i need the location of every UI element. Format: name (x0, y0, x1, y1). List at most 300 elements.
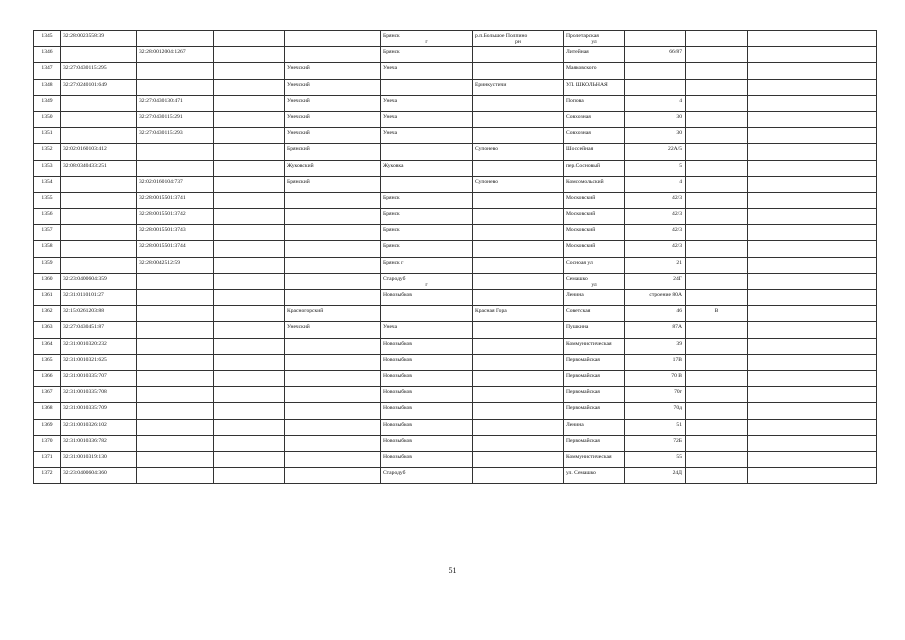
city-cell (381, 176, 473, 192)
city-cell (381, 79, 473, 95)
row-number-cell: 1358 (34, 241, 61, 257)
settlement-cell (473, 47, 564, 63)
row-number-cell: 1360 (34, 273, 61, 289)
table-row (34, 31, 877, 47)
cadastral-number-cell: 32:02:0160103:412 (61, 144, 137, 160)
extra-cell (748, 419, 877, 435)
cadastral-number-alt-cell: 32:02:0160104:737 (137, 176, 214, 192)
street-cell: Московский (564, 192, 625, 208)
cadastral-number-alt-cell (137, 273, 214, 289)
cadastral-number-cell (61, 95, 137, 111)
empty-cell (214, 160, 285, 176)
cadastral-number-cell: 32:31:0010319:130 (61, 451, 137, 467)
empty-cell (214, 468, 285, 484)
house-cell: 70 В (625, 370, 686, 386)
table-row (34, 468, 877, 484)
street-cell: Ленина (564, 419, 625, 435)
district-cell (285, 257, 381, 273)
extra-cell (748, 451, 877, 467)
extra-cell (748, 144, 877, 160)
settlement-cell (473, 111, 564, 127)
row-number-cell: 1349 (34, 95, 61, 111)
cadastral-number-alt-cell (137, 79, 214, 95)
extra-cell (748, 176, 877, 192)
city-cell: Брянск (381, 209, 473, 225)
house-cell: 72Б (625, 435, 686, 451)
table-row (34, 403, 877, 419)
district-cell: Брянский (285, 176, 381, 192)
table-row (34, 419, 877, 435)
cadastral-number-cell: 32:31:0010335:708 (61, 387, 137, 403)
city-cell: Унеча (381, 128, 473, 144)
table-row (34, 111, 877, 127)
street-cell: Первомайская (564, 354, 625, 370)
street-cell: Пролетарская ул (564, 31, 625, 47)
settlement-cell (473, 192, 564, 208)
letter-cell (686, 338, 748, 354)
extra-cell (748, 31, 877, 47)
empty-cell (214, 354, 285, 370)
empty-cell (214, 273, 285, 289)
extra-cell (748, 387, 877, 403)
city-cell: Новозыбков (381, 290, 473, 306)
cadastral-number-cell (61, 241, 137, 257)
street-cell: Первомайская (564, 387, 625, 403)
house-cell: 42/3 (625, 209, 686, 225)
street-cell: Советская (564, 306, 625, 322)
city-cell: Новозыбков (381, 354, 473, 370)
cadastral-number-alt-cell (137, 435, 214, 451)
district-cell: Унечский (285, 111, 381, 127)
cadastral-number-alt-cell (137, 306, 214, 322)
letter-cell (686, 451, 748, 467)
empty-cell (214, 144, 285, 160)
house-cell: 66/87 (625, 47, 686, 63)
house-cell: 30 (625, 128, 686, 144)
table-row (34, 160, 877, 176)
table-body (34, 31, 877, 484)
extra-cell (748, 225, 877, 241)
cadastral-number-alt-cell (137, 387, 214, 403)
letter-cell (686, 387, 748, 403)
cadastral-number-alt-cell (137, 322, 214, 338)
settlement-cell (473, 468, 564, 484)
city-cell: Стародуб (381, 468, 473, 484)
letter-cell (686, 144, 748, 160)
empty-cell (214, 387, 285, 403)
row-number-cell: 1369 (34, 419, 61, 435)
street-cell: Пушкина (564, 322, 625, 338)
cadastral-number-cell (61, 209, 137, 225)
settlement-cell (473, 451, 564, 467)
cadastral-number-cell: 32:23:0400604:359 (61, 273, 137, 289)
cadastral-number-alt-cell (137, 419, 214, 435)
letter-cell (686, 176, 748, 192)
cadastral-number-alt-cell (137, 451, 214, 467)
row-number-cell: 1350 (34, 111, 61, 127)
letter-cell (686, 273, 748, 289)
city-cell: Брянск (381, 241, 473, 257)
district-cell (285, 387, 381, 403)
row-number-cell: 1362 (34, 306, 61, 322)
empty-cell (214, 209, 285, 225)
cadastral-number-alt-cell (137, 160, 214, 176)
house-cell: 21 (625, 257, 686, 273)
extra-cell (748, 160, 877, 176)
district-cell (285, 31, 381, 47)
street-cell: Ленина (564, 290, 625, 306)
city-cell: Новозыбков (381, 370, 473, 386)
district-cell (285, 354, 381, 370)
table-row (34, 192, 877, 208)
street-cell: Литейная (564, 47, 625, 63)
table-row (34, 338, 877, 354)
settlement-cell (473, 338, 564, 354)
city-cell: Унеча (381, 95, 473, 111)
empty-cell (214, 63, 285, 79)
city-cell: Новозыбков (381, 419, 473, 435)
city-cell: Брянск г (381, 257, 473, 273)
district-cell (285, 209, 381, 225)
table-row (34, 241, 877, 257)
empty-cell (214, 451, 285, 467)
cadastral-number-cell: 32:31:0010335:707 (61, 370, 137, 386)
cadastral-number-cell: 32:28:0023558:39 (61, 31, 137, 47)
settlement-cell: Супонево (473, 144, 564, 160)
cadastral-number-cell: 32:27:0430451:87 (61, 322, 137, 338)
house-cell: строение 80А (625, 290, 686, 306)
city-cell: Брянск (381, 192, 473, 208)
row-number-cell: 1347 (34, 63, 61, 79)
table-row (34, 370, 877, 386)
row-number-cell: 1354 (34, 176, 61, 192)
street-cell: пер.Сосновый (564, 160, 625, 176)
street-cell: Коммунистическая (564, 451, 625, 467)
district-cell (285, 419, 381, 435)
house-cell: 51 (625, 419, 686, 435)
street-cell: Сосноая ул (564, 257, 625, 273)
district-cell: Унечский (285, 63, 381, 79)
city-cell (381, 144, 473, 160)
table-row (34, 290, 877, 306)
street-cell: Московский (564, 209, 625, 225)
letter-cell (686, 31, 748, 47)
district-cell (285, 468, 381, 484)
letter-cell (686, 241, 748, 257)
district-cell (285, 403, 381, 419)
extra-cell (748, 370, 877, 386)
city-cell: Новозыбков (381, 403, 473, 419)
extra-cell (748, 128, 877, 144)
letter-cell: В (686, 306, 748, 322)
city-cell (381, 306, 473, 322)
table-row (34, 209, 877, 225)
house-cell: 42/3 (625, 241, 686, 257)
letter-cell (686, 209, 748, 225)
letter-cell (686, 468, 748, 484)
settlement-cell (473, 209, 564, 225)
settlement-cell (473, 435, 564, 451)
table-row (34, 63, 877, 79)
district-cell: Жуковский (285, 160, 381, 176)
settlement-cell (473, 370, 564, 386)
extra-cell (748, 338, 877, 354)
table-row (34, 451, 877, 467)
street-cell: Совхозная (564, 128, 625, 144)
table-row (34, 273, 877, 289)
district-cell: Унечский (285, 128, 381, 144)
cadastral-number-alt-cell: 32:28:0012004:1267 (137, 47, 214, 63)
house-cell: 30 (625, 111, 686, 127)
table-row (34, 79, 877, 95)
house-cell: 17В (625, 354, 686, 370)
cadastral-number-alt-cell: 32:27:0430130:471 (137, 95, 214, 111)
district-cell (285, 225, 381, 241)
house-cell: 46 (625, 306, 686, 322)
empty-cell (214, 47, 285, 63)
row-number-cell: 1365 (34, 354, 61, 370)
city-cell: Брянск (381, 225, 473, 241)
house-cell: 70д (625, 403, 686, 419)
street-cell: Совхозная (564, 111, 625, 127)
district-cell (285, 451, 381, 467)
empty-cell (214, 31, 285, 47)
letter-cell (686, 95, 748, 111)
cadastral-number-alt-cell: 32:28:0015501:3743 (137, 225, 214, 241)
cadastral-number-alt-cell (137, 63, 214, 79)
street-cell: Первомайская (564, 370, 625, 386)
house-cell (625, 63, 686, 79)
house-cell: 24Г (625, 273, 686, 289)
city-cell: Брянск (381, 47, 473, 63)
row-number-cell: 1372 (34, 468, 61, 484)
house-cell: 70г (625, 387, 686, 403)
settlement-cell (473, 387, 564, 403)
cadastral-number-cell: 32:15:0261203:88 (61, 306, 137, 322)
district-cell (285, 192, 381, 208)
street-cell: Комсомольский (564, 176, 625, 192)
extra-cell (748, 241, 877, 257)
table-row (34, 435, 877, 451)
extra-cell (748, 322, 877, 338)
row-number-cell: 1356 (34, 209, 61, 225)
house-cell: 39 (625, 338, 686, 354)
empty-cell (214, 322, 285, 338)
house-cell: 55 (625, 451, 686, 467)
extra-cell (748, 257, 877, 273)
row-number-cell: 1363 (34, 322, 61, 338)
house-cell: 42/3 (625, 192, 686, 208)
letter-cell (686, 403, 748, 419)
cadastral-number-cell (61, 225, 137, 241)
district-cell: Унечский (285, 322, 381, 338)
cadastral-number-alt-cell (137, 370, 214, 386)
letter-cell (686, 225, 748, 241)
district-cell (285, 273, 381, 289)
cadastral-number-cell (61, 257, 137, 273)
district-cell: Брянский (285, 144, 381, 160)
letter-cell (686, 79, 748, 95)
table-row (34, 306, 877, 322)
empty-cell (214, 257, 285, 273)
empty-cell (214, 128, 285, 144)
cadastral-number-cell (61, 192, 137, 208)
extra-cell (748, 111, 877, 127)
cadastral-number-cell: 32:31:0110101:27 (61, 290, 137, 306)
cadastral-number-cell: 32:31:0010320:232 (61, 338, 137, 354)
cadastral-number-alt-cell: 32:28:0015501:3741 (137, 192, 214, 208)
settlement-cell: р.п.Большое Полпино рн (473, 31, 564, 47)
empty-cell (214, 419, 285, 435)
street-cell: Семашко ул (564, 273, 625, 289)
cadastral-number-alt-cell: 32:28:0042512:59 (137, 257, 214, 273)
cadastral-number-alt-cell (137, 31, 214, 47)
extra-cell (748, 354, 877, 370)
letter-cell (686, 160, 748, 176)
cadastral-number-alt-cell: 32:27:0430115:291 (137, 111, 214, 127)
street-cell: Коммунистическая (564, 338, 625, 354)
table-row (34, 95, 877, 111)
letter-cell (686, 322, 748, 338)
table-row (34, 257, 877, 273)
row-number-cell: 1364 (34, 338, 61, 354)
street-cell: Московский (564, 241, 625, 257)
extra-cell (748, 468, 877, 484)
letter-cell (686, 419, 748, 435)
cadastral-number-cell: 32:31:0010336:782 (61, 435, 137, 451)
street-cell: Попова (564, 95, 625, 111)
extra-cell (748, 47, 877, 63)
house-cell: 24Д (625, 468, 686, 484)
cadastral-number-alt-cell (137, 468, 214, 484)
house-cell: 4 (625, 176, 686, 192)
cadastral-number-alt-cell (137, 338, 214, 354)
extra-cell (748, 306, 877, 322)
row-number-cell: 1351 (34, 128, 61, 144)
city-cell: Новозыбков (381, 451, 473, 467)
letter-cell (686, 257, 748, 273)
row-number-cell: 1361 (34, 290, 61, 306)
letter-cell (686, 47, 748, 63)
house-cell (625, 79, 686, 95)
settlement-cell (473, 95, 564, 111)
cadastral-number-cell (61, 47, 137, 63)
row-number-cell: 1357 (34, 225, 61, 241)
cadastral-number-cell: 32:27:0430115:295 (61, 63, 137, 79)
district-cell: Красногорский (285, 306, 381, 322)
extra-cell (748, 95, 877, 111)
city-cell: Брянск г (381, 31, 473, 47)
empty-cell (214, 225, 285, 241)
row-number-cell: 1353 (34, 160, 61, 176)
district-cell (285, 290, 381, 306)
settlement-cell (473, 419, 564, 435)
city-cell: Стародуб г (381, 273, 473, 289)
district-cell (285, 435, 381, 451)
row-number-cell: 1345 (34, 31, 61, 47)
settlement-cell (473, 354, 564, 370)
settlement-cell (473, 403, 564, 419)
empty-cell (214, 290, 285, 306)
extra-cell (748, 192, 877, 208)
district-cell: Унечский (285, 95, 381, 111)
cadastral-number-cell (61, 128, 137, 144)
table-row (34, 387, 877, 403)
cadastral-number-cell: 32:08:0340433:251 (61, 160, 137, 176)
city-cell: Унеча (381, 63, 473, 79)
street-cell: ул. Семашко (564, 468, 625, 484)
extra-cell (748, 273, 877, 289)
house-cell: 4 (625, 95, 686, 111)
district-cell (285, 47, 381, 63)
cadastral-number-cell (61, 111, 137, 127)
table-row (34, 144, 877, 160)
cadastral-number-alt-cell: 32:27:0430115:293 (137, 128, 214, 144)
empty-cell (214, 111, 285, 127)
empty-cell (214, 306, 285, 322)
empty-cell (214, 403, 285, 419)
table-row (34, 47, 877, 63)
district-cell (285, 338, 381, 354)
page-number: 51 (448, 566, 457, 575)
letter-cell (686, 63, 748, 79)
row-number-cell: 1368 (34, 403, 61, 419)
empty-cell (214, 338, 285, 354)
city-cell: Новозыбков (381, 435, 473, 451)
empty-cell (214, 241, 285, 257)
city-cell: Новозыбков (381, 387, 473, 403)
cadastral-number-alt-cell: 32:28:0015501:3742 (137, 209, 214, 225)
house-cell: 5 (625, 160, 686, 176)
property-register-table (33, 30, 877, 484)
settlement-cell (473, 241, 564, 257)
cadastral-number-alt-cell (137, 403, 214, 419)
letter-cell (686, 290, 748, 306)
empty-cell (214, 79, 285, 95)
table-row (34, 225, 877, 241)
house-cell: 42/3 (625, 225, 686, 241)
table-row (34, 176, 877, 192)
street-cell: Шоссейная (564, 144, 625, 160)
row-number-cell: 1367 (34, 387, 61, 403)
empty-cell (214, 176, 285, 192)
street-cell: Первомайская (564, 435, 625, 451)
extra-cell (748, 403, 877, 419)
cadastral-number-alt-cell (137, 144, 214, 160)
district-cell (285, 241, 381, 257)
city-cell: Унеча (381, 111, 473, 127)
table-row (34, 322, 877, 338)
settlement-cell: Супонево (473, 176, 564, 192)
letter-cell (686, 354, 748, 370)
street-cell: УЛ. ШКОЛЬНАЯ (564, 79, 625, 95)
street-cell: Первомайская (564, 403, 625, 419)
cadastral-number-cell: 32:31:0010335:709 (61, 403, 137, 419)
letter-cell (686, 111, 748, 127)
settlement-cell (473, 128, 564, 144)
row-number-cell: 1355 (34, 192, 61, 208)
empty-cell (214, 435, 285, 451)
row-number-cell: 1359 (34, 257, 61, 273)
letter-cell (686, 435, 748, 451)
table-row (34, 128, 877, 144)
house-cell (625, 31, 686, 47)
cadastral-number-cell: 32:23:0400604:360 (61, 468, 137, 484)
city-cell: Новозыбков (381, 338, 473, 354)
empty-cell (214, 192, 285, 208)
settlement-cell (473, 322, 564, 338)
empty-cell (214, 95, 285, 111)
